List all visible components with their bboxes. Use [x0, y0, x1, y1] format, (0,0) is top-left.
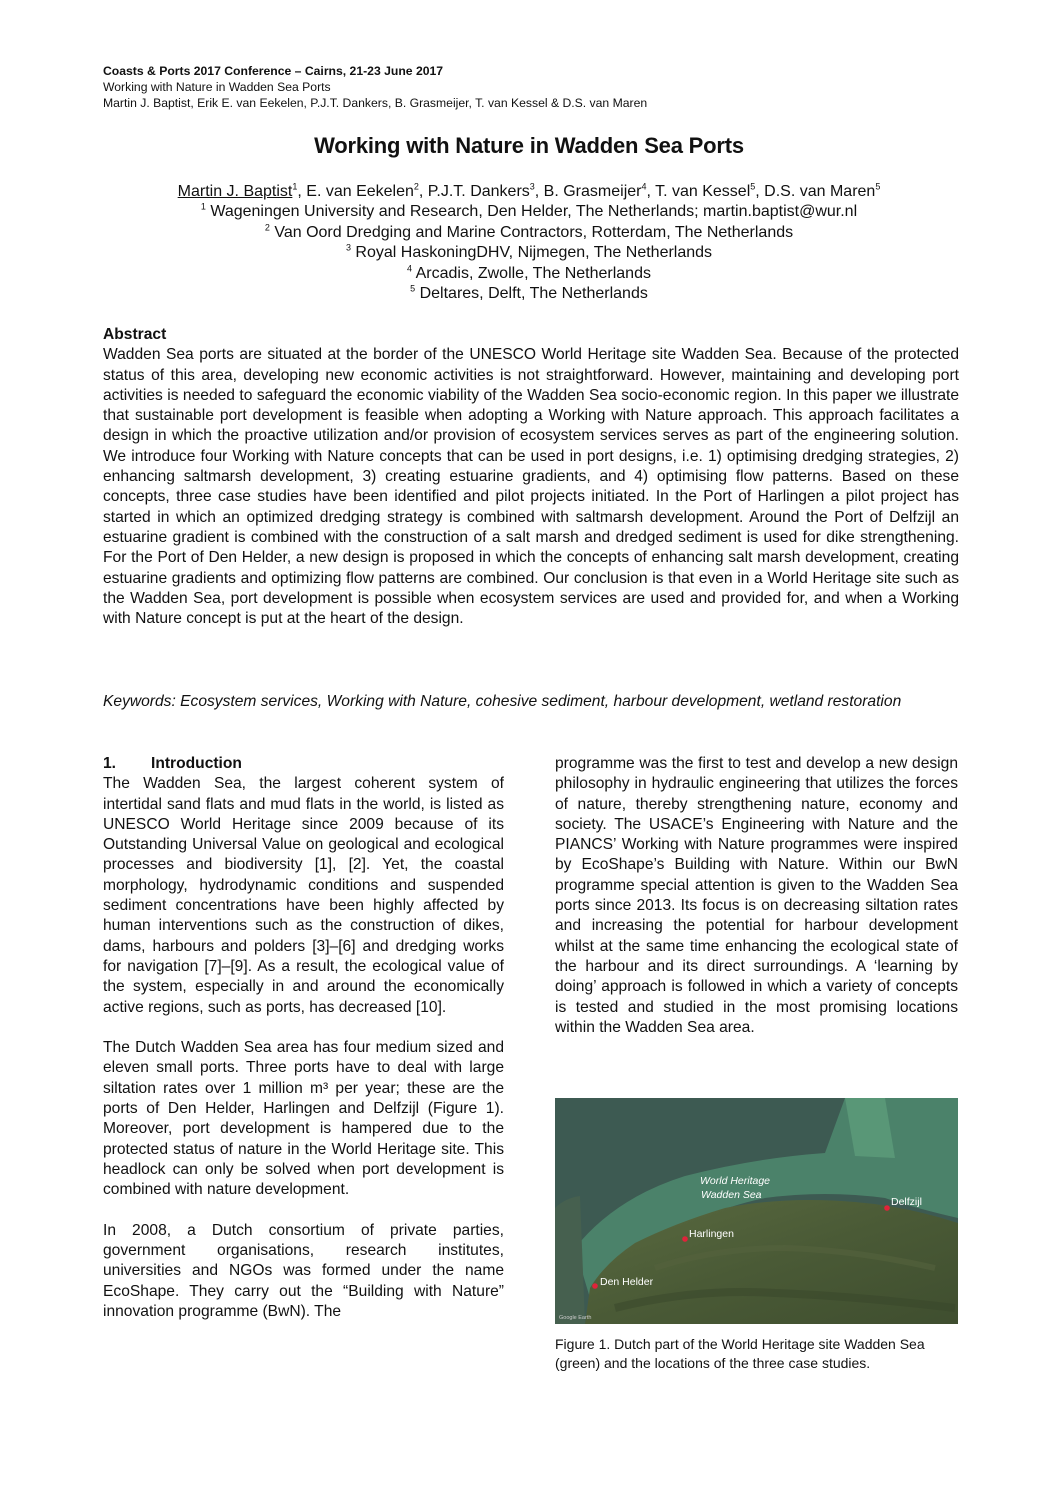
- map-label-wadden-sea: Wadden Sea: [701, 1189, 762, 1201]
- map-credit: Google Earth: [559, 1315, 592, 1321]
- author-list: Martin J. Baptist$^1$, E. van Eekelen$^2$, P.J.T. Dankers$^3$, B. Grasmeijer$^4$, T. van Kessel$^5$, D.S. van Maren$^5$: [177, 181, 881, 200]
- author-affiliation-mark: 4: [641, 181, 647, 192]
- abstract-section: [103, 325, 959, 629]
- author-name: P.J.T. Dankers: [427, 183, 530, 200]
- author-name: D.S. van Maren: [764, 183, 876, 200]
- figure-map: [555, 1098, 958, 1324]
- north-sea-area: [555, 1196, 585, 1324]
- author-name: T. van Kessel: [655, 183, 751, 200]
- running-header-title: Working with Nature in Wadden Sea Ports: [103, 80, 331, 94]
- map-label-harlingen: Harlingen: [689, 1228, 734, 1240]
- right-column: [555, 754, 958, 1058]
- running-header-conference: Coasts & Ports 2017 Conference – Cairns, 21-23 June 2017: [103, 64, 444, 78]
- author-affiliation-mark: 3: [529, 181, 535, 192]
- abstract-heading: Abstract: [103, 326, 167, 343]
- wadden-sea-satellite-map: [555, 1098, 958, 1324]
- section-title: Introduction: [151, 755, 242, 772]
- left-column: [103, 754, 504, 1343]
- map-label-den-helder: Den Helder: [600, 1276, 654, 1288]
- author-block: [0, 182, 1058, 304]
- affiliation-line: $^4$ Arcadis, Zwolle, The Netherlands: [407, 263, 651, 282]
- author-affiliation-mark: 5: [750, 181, 756, 192]
- location-marker-icon: [592, 1283, 598, 1289]
- affiliation-line: $^5$ Deltares, Delft, The Netherlands: [410, 283, 648, 303]
- map-label-delfzijl: Delfzijl: [891, 1196, 922, 1208]
- author-affiliation-mark: 1: [292, 181, 298, 192]
- section-number: 1.: [103, 755, 117, 772]
- abstract-text: Wadden Sea ports are situated at the border of the UNESCO World Heritage site Wadden Sea. Because of the protected status of this area, developing new economic activities is not straightforward. However, maintaining and developing port activities is needed to safeguard the economic viability of the Wadden Sea socio-economic region. In this paper we illustrate that sustainable port development is feasible when adopting a Working with Nature approach. This approach facilitates a design in which the proactive utilization and/or provision of ecosystem services serves as part of the engineering solution. We introduce four Working with Nature concepts that can be used in port designs, i.e. 1) optimising dredging strategies, 2) enhancing saltmarsh development, 3) creating estuarine gradients, and 4) optimising flow patterns. Based on these concepts, three case studies have been identified and pilot projects initiated. In the Port of Harlingen a pilot project has started in which an optimized dredging strategy is combined with saltmarsh development. Around the Port of Delfzijl an estuarine gradient is combined with the construction of a salt marsh and dredged sediment is used for dike strengthening. For the Port of Den Helder, a new design is proposed in which the concepts of enhancing salt marsh development, creating estuarine gradients and optimizing flow patterns are combined. Our conclusion is that even in a World Heritage site such as the Wadden Sea, port development is possible when ecosystem services are used and provided for, and when a Working with Nature concept is put at the heart of the design.: [103, 346, 959, 628]
- affiliation-line: $^1$ Wageningen University and Research, Den Helder, The Netherlands; martin.baptist@wur.nl: [200, 202, 858, 221]
- figure-caption: Figure 1. Dutch part of the World Heritage site Wadden Sea (green) and the locations of the three case studies.: [555, 1336, 925, 1371]
- author-affiliation-mark: 2: [413, 181, 419, 192]
- affiliation-line: $^3$ Royal HaskoningDHV, Nijmegen, The Netherlands: [345, 242, 713, 262]
- body-paragraph: The Dutch Wadden Sea area has four medium sized and eleven small ports. Three ports have to deal with large siltation rates over 1 million m³ per year; these are the ports of Den Helder, Harlingen and Delfzijl (Figure 1). Moreover, port development is hampered due to the protected status of nature in the World Heritage site. This headlock can only be solved when port development is combined with nature development.: [103, 1039, 504, 1199]
- body-paragraph: The Wadden Sea, the largest coherent system of intertidal sand flats and mud flats in the world, is listed as UNESCO World Heritage since 2009 because of its Outstanding Universal Value on geological and ecological processes and biodiversity [1], [2]. Yet, the coastal morphology, hydrodynamic conditions and suspended sediment concentrations have been highly affected by human interventions such as the construction of dikes, dams, harbours and polders [3]–[6] and dredging works for navigation [7]–[9]. As a result, the ecological value of the system, especially in and around the economically active regions, such as ports, has decreased [10].: [103, 775, 504, 1016]
- body-paragraph: programme was the first to test and develop a new design philosophy in hydraulic engineering that utilizes the forces of nature, thereby strengthening nature, economy and society. The USACE’s Engineering with Nature and the PIANCS’ Working with Nature programmes were inspired by EcoShape’s Building with Nature. Within our BwN programme special attention is given to the Wadden Sea ports since 2013. Its focus is on decreasing siltation rates and increasing the potential for harbour development whilst at the same time enhancing the ecological state of the harbour and its direct surroundings. A ‘learning by doing’ approach is followed in which a variety of concepts is tested and studied in the most promising locations within the Wadden Sea area.: [555, 755, 958, 1036]
- keywords: Keywords: Ecosystem services, Working with Nature, cohesive sediment, harbour development, wetland restoration: [103, 693, 902, 710]
- author-name: E. van Eekelen: [306, 183, 414, 200]
- section-heading: [103, 754, 504, 774]
- author-affiliation-mark: 5: [875, 181, 881, 192]
- paper-title: Working with Nature in Wadden Sea Ports: [314, 133, 744, 158]
- body-paragraph: In 2008, a Dutch consortium of private parties, government organisations, research institutes, universities and NGOs was formed under the name EcoShape. They carry out the “Building with Nature” innovation programme (BwN). The: [103, 1221, 504, 1321]
- affiliation-line: $^2$ Van Oord Dredging and Marine Contractors, Rotterdam, The Netherlands: [264, 222, 794, 241]
- running-header-authors: Martin J. Baptist, Erik E. van Eekelen, P.J.T. Dankers, B. Grasmeijer, T. van Kessel & D.S. van Maren: [103, 96, 648, 110]
- location-marker-icon: [682, 1236, 688, 1242]
- map-label-world-heritage: World Heritage: [700, 1175, 771, 1187]
- running-header: [103, 63, 647, 111]
- author-name: Martin J. Baptist: [177, 183, 293, 200]
- location-marker-icon: [884, 1205, 890, 1211]
- author-name: B. Grasmeijer: [543, 183, 642, 200]
